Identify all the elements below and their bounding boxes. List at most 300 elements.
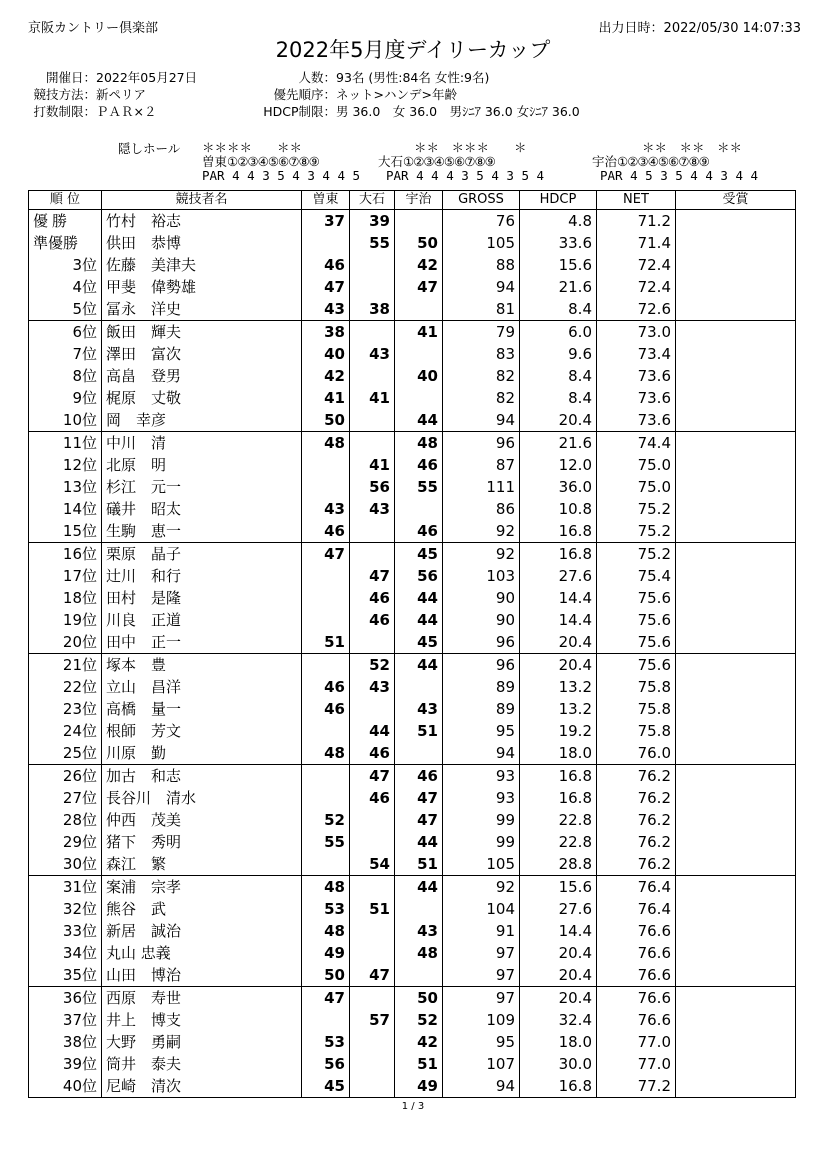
course-1-score-cell <box>302 609 350 631</box>
course-1-numbers: ①②③④⑤⑥⑦⑧⑨ <box>227 154 319 169</box>
info-count-value: 93名 (男性:84名 女性:9名) <box>336 70 490 85</box>
course-3-score-cell <box>395 210 443 233</box>
gross-cell: 97 <box>443 942 520 964</box>
player-name-cell: 丸山 忠義 <box>102 942 302 964</box>
course-1-score-cell <box>302 654 350 677</box>
col-header-course-1: 曽東 <box>302 191 350 210</box>
award-cell <box>676 210 796 233</box>
rank-cell: 27位 <box>29 787 102 809</box>
rank-cell: 15位 <box>29 520 102 543</box>
gross-cell: 105 <box>443 232 520 254</box>
net-cell: 75.2 <box>597 543 676 566</box>
hdcp-cell: 32.4 <box>520 1009 597 1031</box>
course-3-score-cell: 52 <box>395 1009 443 1031</box>
course-2-score-cell: 54 <box>350 853 395 876</box>
info-limit-value: ＰＡＲ×２ <box>96 104 157 119</box>
net-cell: 75.6 <box>597 631 676 654</box>
course-3-numbers: ①②③④⑤⑥⑦⑧⑨ <box>617 154 709 169</box>
award-cell <box>676 676 796 698</box>
player-name-cell: 加古 和志 <box>102 765 302 788</box>
course-2-score-cell <box>350 520 395 543</box>
net-cell: 75.0 <box>597 476 676 498</box>
course-1-score-cell: 49 <box>302 942 350 964</box>
course-1-score-cell: 50 <box>302 964 350 987</box>
course-2-score-cell <box>350 942 395 964</box>
hdcp-cell: 21.6 <box>520 432 597 455</box>
course-2-score-cell <box>350 409 395 432</box>
player-name-cell: 礒井 昭太 <box>102 498 302 520</box>
course-2-stars: ＊＊ ＊＊＊ ＊ <box>414 140 527 155</box>
net-cell: 73.0 <box>597 321 676 344</box>
gross-cell: 92 <box>443 543 520 566</box>
gross-cell: 97 <box>443 987 520 1010</box>
net-cell: 73.6 <box>597 409 676 432</box>
info-limit <box>28 103 197 120</box>
info-priority-value: ネット>ハンデ>年齢 <box>336 87 457 102</box>
player-name-cell: 大野 勇嗣 <box>102 1031 302 1053</box>
hdcp-cell: 8.4 <box>520 298 597 321</box>
info-right <box>258 69 580 120</box>
course-2-score-cell: 55 <box>350 232 395 254</box>
award-cell <box>676 987 796 1010</box>
player-name-cell: 案浦 宗孝 <box>102 876 302 899</box>
course-1-score-cell: 53 <box>302 1031 350 1053</box>
player-name-cell: 梶原 丈敬 <box>102 387 302 409</box>
course-2-score-cell: 47 <box>350 964 395 987</box>
results-table <box>28 190 796 1098</box>
gross-cell: 87 <box>443 454 520 476</box>
course-2-score-cell: 46 <box>350 787 395 809</box>
course-3-score-cell: 51 <box>395 1053 443 1075</box>
course-3-score-cell: 45 <box>395 543 443 566</box>
gross-cell: 103 <box>443 565 520 587</box>
net-cell: 77.0 <box>597 1053 676 1075</box>
net-cell: 76.2 <box>597 831 676 853</box>
gross-cell: 86 <box>443 498 520 520</box>
player-name-cell: 北原 明 <box>102 454 302 476</box>
course-2-score-cell <box>350 365 395 387</box>
rank-cell: 35位 <box>29 964 102 987</box>
award-cell <box>676 1009 796 1031</box>
course-3-par: PAR 4 5 3 5 4 4 3 4 4 <box>600 168 759 183</box>
rank-cell: 10位 <box>29 409 102 432</box>
print-timestamp-value: 2022/05/30 14:07:33 <box>663 21 801 36</box>
course-1-score-cell: 55 <box>302 831 350 853</box>
table-row <box>29 787 796 809</box>
course-2-score-cell <box>350 987 395 1010</box>
gross-cell: 99 <box>443 831 520 853</box>
course-3-score-cell: 48 <box>395 942 443 964</box>
gross-cell: 82 <box>443 387 520 409</box>
hdcp-cell: 22.8 <box>520 831 597 853</box>
award-cell <box>676 476 796 498</box>
player-name-cell: 仲西 茂美 <box>102 809 302 831</box>
rank-cell: 36位 <box>29 987 102 1010</box>
rank-cell: 17位 <box>29 565 102 587</box>
gross-cell: 96 <box>443 432 520 455</box>
course-1-score-cell: 40 <box>302 343 350 365</box>
course-3-score-cell: 49 <box>395 1075 443 1098</box>
info-method-value: 新ペリア <box>96 87 147 102</box>
rank-cell: 40位 <box>29 1075 102 1098</box>
hdcp-cell: 30.0 <box>520 1053 597 1075</box>
award-cell <box>676 432 796 455</box>
net-cell: 75.2 <box>597 520 676 543</box>
award-cell <box>676 742 796 765</box>
net-cell: 75.0 <box>597 454 676 476</box>
course-1-name: 曽東 <box>202 154 228 169</box>
net-cell: 75.6 <box>597 654 676 677</box>
col-header-course-2: 大石 <box>350 191 395 210</box>
course-3-score-cell <box>395 387 443 409</box>
rank-cell: 13位 <box>29 476 102 498</box>
table-row <box>29 698 796 720</box>
course-3-score-cell <box>395 343 443 365</box>
course-2-name: 大石 <box>378 154 404 169</box>
table-row <box>29 498 796 520</box>
hidden-holes-label: 隠しホール <box>118 141 181 156</box>
table-row <box>29 898 796 920</box>
gross-cell: 88 <box>443 254 520 276</box>
course-1-score-cell: 46 <box>302 254 350 276</box>
rank-cell: 7位 <box>29 343 102 365</box>
table-row <box>29 676 796 698</box>
net-cell: 76.2 <box>597 787 676 809</box>
net-cell: 75.6 <box>597 587 676 609</box>
hdcp-cell: 9.6 <box>520 343 597 365</box>
rank-cell: 19位 <box>29 609 102 631</box>
gross-cell: 81 <box>443 298 520 321</box>
course-1-score-cell: 42 <box>302 365 350 387</box>
player-name-cell: 川良 正道 <box>102 609 302 631</box>
table-row <box>29 942 796 964</box>
table-row <box>29 476 796 498</box>
award-cell <box>676 498 796 520</box>
gross-cell: 109 <box>443 1009 520 1031</box>
net-cell: 72.4 <box>597 254 676 276</box>
net-cell: 72.6 <box>597 298 676 321</box>
rank-cell: 26位 <box>29 765 102 788</box>
rank-cell: 準優勝 <box>29 232 102 254</box>
course-2-score-cell <box>350 276 395 298</box>
net-cell: 77.0 <box>597 1031 676 1053</box>
course-2-score-cell <box>350 631 395 654</box>
award-cell <box>676 654 796 677</box>
net-cell: 76.2 <box>597 809 676 831</box>
rank-cell: 25位 <box>29 742 102 765</box>
course-2-score-cell: 57 <box>350 1009 395 1031</box>
award-cell <box>676 565 796 587</box>
course-2-score-cell: 46 <box>350 609 395 631</box>
hdcp-cell: 15.6 <box>520 876 597 899</box>
course-2-score-cell: 47 <box>350 565 395 587</box>
gross-cell: 82 <box>443 365 520 387</box>
hdcp-cell: 16.8 <box>520 520 597 543</box>
hdcp-cell: 8.4 <box>520 365 597 387</box>
course-1-score-cell: 48 <box>302 876 350 899</box>
player-name-cell: 辻川 和行 <box>102 565 302 587</box>
info-date-value: 2022年05月27日 <box>96 70 198 85</box>
gross-cell: 96 <box>443 631 520 654</box>
gross-cell: 95 <box>443 720 520 742</box>
course-3-score-cell: 48 <box>395 432 443 455</box>
table-row <box>29 876 796 899</box>
gross-cell: 94 <box>443 409 520 432</box>
hdcp-cell: 22.8 <box>520 809 597 831</box>
course-2-score-cell: 39 <box>350 210 395 233</box>
course-2-score-cell: 41 <box>350 387 395 409</box>
gross-cell: 94 <box>443 1075 520 1098</box>
course-1-score-cell: 46 <box>302 520 350 543</box>
course-2-score-cell <box>350 809 395 831</box>
info-left <box>28 69 197 120</box>
award-cell <box>676 409 796 432</box>
course-2-holes <box>378 141 544 183</box>
col-header-rank: 順 位 <box>29 191 102 210</box>
player-name-cell: 岡 幸彦 <box>102 409 302 432</box>
course-1-score-cell: 53 <box>302 898 350 920</box>
award-cell <box>676 853 796 876</box>
table-row <box>29 609 796 631</box>
award-cell <box>676 543 796 566</box>
course-2-par: PAR 4 4 4 3 5 4 3 5 4 <box>386 168 545 183</box>
net-cell: 77.2 <box>597 1075 676 1098</box>
net-cell: 75.8 <box>597 698 676 720</box>
gross-cell: 105 <box>443 853 520 876</box>
course-3-score-cell: 42 <box>395 1031 443 1053</box>
hdcp-cell: 19.2 <box>520 720 597 742</box>
course-3-score-cell: 42 <box>395 254 443 276</box>
table-row <box>29 298 796 321</box>
course-2-score-cell <box>350 254 395 276</box>
info-count-label: 人数： <box>298 70 336 85</box>
info-limit-label: 打数制限： <box>33 104 96 119</box>
course-1-score-cell: 41 <box>302 387 350 409</box>
course-1-score-cell: 47 <box>302 276 350 298</box>
table-row <box>29 831 796 853</box>
rank-cell: 11位 <box>29 432 102 455</box>
table-row <box>29 587 796 609</box>
net-cell: 76.6 <box>597 920 676 942</box>
course-2-score-cell: 43 <box>350 676 395 698</box>
net-cell: 76.4 <box>597 898 676 920</box>
hdcp-cell: 16.8 <box>520 787 597 809</box>
gross-cell: 99 <box>443 809 520 831</box>
course-2-score-cell: 46 <box>350 742 395 765</box>
player-name-cell: 川原 勤 <box>102 742 302 765</box>
rank-cell: 34位 <box>29 942 102 964</box>
course-3-score-cell <box>395 298 443 321</box>
hdcp-cell: 13.2 <box>520 676 597 698</box>
col-header-net: NET <box>597 191 676 210</box>
player-name-cell: 高橋 量一 <box>102 698 302 720</box>
course-1-score-cell: 47 <box>302 987 350 1010</box>
rank-cell: 23位 <box>29 698 102 720</box>
club-name: 京阪カントリー倶楽部 <box>28 21 159 36</box>
award-cell <box>676 387 796 409</box>
hdcp-cell: 20.4 <box>520 964 597 987</box>
net-cell: 76.6 <box>597 964 676 987</box>
rank-cell: 30位 <box>29 853 102 876</box>
rank-cell: 29位 <box>29 831 102 853</box>
hdcp-cell: 28.8 <box>520 853 597 876</box>
course-3-score-cell: 47 <box>395 787 443 809</box>
player-name-cell: 根師 芳文 <box>102 720 302 742</box>
course-3-score-cell: 50 <box>395 987 443 1010</box>
course-1-score-cell <box>302 720 350 742</box>
gross-cell: 92 <box>443 876 520 899</box>
hdcp-cell: 20.4 <box>520 942 597 964</box>
award-cell <box>676 298 796 321</box>
award-cell <box>676 254 796 276</box>
course-3-score-cell: 46 <box>395 454 443 476</box>
player-name-cell: 長谷川 清水 <box>102 787 302 809</box>
award-cell <box>676 765 796 788</box>
course-2-score-cell: 52 <box>350 654 395 677</box>
rank-cell: 39位 <box>29 1053 102 1075</box>
course-3-score-cell: 44 <box>395 409 443 432</box>
rank-cell: 38位 <box>29 1031 102 1053</box>
course-1-score-cell <box>302 587 350 609</box>
course-2-score-cell <box>350 543 395 566</box>
course-3-score-cell: 45 <box>395 631 443 654</box>
info-priority-label: 優先順序： <box>273 87 336 102</box>
hdcp-cell: 20.4 <box>520 654 597 677</box>
course-3-score-cell: 44 <box>395 831 443 853</box>
table-row <box>29 742 796 765</box>
rank-cell: 21位 <box>29 654 102 677</box>
info-hdcp-value: 男 36.0 女 36.0 男ｼﾆｱ 36.0 女ｼﾆｱ 36.0 <box>336 104 580 119</box>
table-row <box>29 276 796 298</box>
hdcp-cell: 14.4 <box>520 587 597 609</box>
course-3-score-cell: 44 <box>395 587 443 609</box>
hdcp-cell: 14.4 <box>520 609 597 631</box>
player-name-cell: 高畠 登男 <box>102 365 302 387</box>
rank-cell: 37位 <box>29 1009 102 1031</box>
table-row <box>29 853 796 876</box>
player-name-cell: 筒井 泰夫 <box>102 1053 302 1075</box>
course-2-score-cell: 47 <box>350 765 395 788</box>
award-cell <box>676 343 796 365</box>
gross-cell: 93 <box>443 787 520 809</box>
player-name-cell: 塚本 豊 <box>102 654 302 677</box>
hdcp-cell: 8.4 <box>520 387 597 409</box>
table-row <box>29 232 796 254</box>
course-1-score-cell: 45 <box>302 1075 350 1098</box>
hdcp-cell: 6.0 <box>520 321 597 344</box>
gross-cell: 94 <box>443 742 520 765</box>
info-method-label: 競技方法： <box>33 87 96 102</box>
net-cell: 76.4 <box>597 876 676 899</box>
gross-cell: 93 <box>443 765 520 788</box>
course-2-score-cell: 43 <box>350 498 395 520</box>
player-name-cell: 杉江 元一 <box>102 476 302 498</box>
rank-cell: 28位 <box>29 809 102 831</box>
course-1-score-cell: 56 <box>302 1053 350 1075</box>
gross-cell: 104 <box>443 898 520 920</box>
player-name-cell: 尼崎 清次 <box>102 1075 302 1098</box>
gross-cell: 90 <box>443 587 520 609</box>
course-3-score-cell: 40 <box>395 365 443 387</box>
gross-cell: 90 <box>443 609 520 631</box>
table-row <box>29 809 796 831</box>
table-row <box>29 343 796 365</box>
info-priority <box>258 86 580 103</box>
award-cell <box>676 609 796 631</box>
course-2-score-cell: 46 <box>350 587 395 609</box>
player-name-cell: 澤田 富次 <box>102 343 302 365</box>
rank-cell: 33位 <box>29 920 102 942</box>
hdcp-cell: 33.6 <box>520 232 597 254</box>
rank-cell: 31位 <box>29 876 102 899</box>
player-name-cell: 佐藤 美津夫 <box>102 254 302 276</box>
course-1-stars: ＊＊＊＊ ＊＊ <box>202 140 303 155</box>
gross-cell: 92 <box>443 520 520 543</box>
award-cell <box>676 232 796 254</box>
hdcp-cell: 20.4 <box>520 987 597 1010</box>
award-cell <box>676 698 796 720</box>
table-row <box>29 1075 796 1098</box>
hdcp-cell: 27.6 <box>520 898 597 920</box>
rank-cell: 32位 <box>29 898 102 920</box>
table-row <box>29 654 796 677</box>
course-1-score-cell: 37 <box>302 210 350 233</box>
award-cell <box>676 920 796 942</box>
gross-cell: 96 <box>443 654 520 677</box>
award-cell <box>676 876 796 899</box>
course-1-score-cell: 52 <box>302 809 350 831</box>
course-3-score-cell: 44 <box>395 876 443 899</box>
player-name-cell: 生駒 恵一 <box>102 520 302 543</box>
results-body <box>29 210 796 1098</box>
course-2-score-cell <box>350 831 395 853</box>
course-3-holes <box>592 141 758 183</box>
course-1-score-cell: 48 <box>302 920 350 942</box>
net-cell: 72.4 <box>597 276 676 298</box>
rank-cell: 5位 <box>29 298 102 321</box>
player-name-cell: 田中 正一 <box>102 631 302 654</box>
col-header-gross: GROSS <box>443 191 520 210</box>
award-cell <box>676 454 796 476</box>
player-name-cell: 立山 昌洋 <box>102 676 302 698</box>
hdcp-cell: 16.8 <box>520 1075 597 1098</box>
course-3-score-cell: 55 <box>395 476 443 498</box>
table-row <box>29 565 796 587</box>
net-cell: 75.2 <box>597 498 676 520</box>
table-row <box>29 387 796 409</box>
course-2-score-cell <box>350 698 395 720</box>
net-cell: 76.0 <box>597 742 676 765</box>
course-1-score-cell <box>302 765 350 788</box>
course-1-score-cell: 46 <box>302 698 350 720</box>
award-cell <box>676 587 796 609</box>
rank-cell: 優勝 <box>29 210 102 233</box>
page-number: 1 / 3 <box>401 1101 425 1112</box>
net-cell: 76.6 <box>597 942 676 964</box>
player-name-cell: 竹村 裕志 <box>102 210 302 233</box>
gross-cell: 97 <box>443 964 520 987</box>
course-2-score-cell: 51 <box>350 898 395 920</box>
hdcp-cell: 16.8 <box>520 543 597 566</box>
net-cell: 73.6 <box>597 365 676 387</box>
player-name-cell: 井上 博支 <box>102 1009 302 1031</box>
player-name-cell: 熊谷 武 <box>102 898 302 920</box>
course-3-score-cell: 56 <box>395 565 443 587</box>
net-cell: 73.4 <box>597 343 676 365</box>
table-row <box>29 321 796 344</box>
hdcp-cell: 21.6 <box>520 276 597 298</box>
col-header-hdcp: HDCP <box>520 191 597 210</box>
